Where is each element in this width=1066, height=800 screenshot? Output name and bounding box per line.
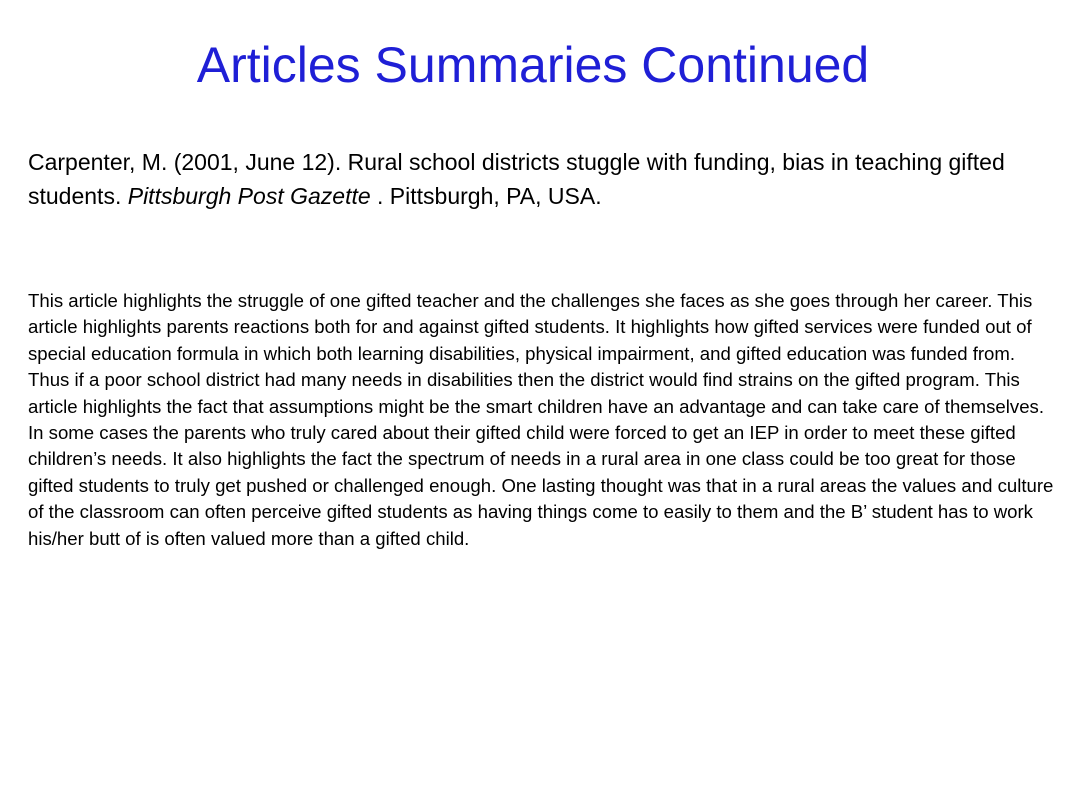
- citation-text: Carpenter, M. (2001, June 12). Rural school districts stuggle with funding, bias in teaching gifted students.: [28, 149, 1005, 209]
- publication-name: Pittsburgh Post Gazette: [127, 183, 371, 209]
- article-summary: This article highlights the struggle of one gifted teacher and the challenges she faces as she goes through her career. This article highlights parents reactions both for and against gifted students. It highlights how gifted services were funded out of special education formula in which both learning disabilities, physical impairment, and gifted education was funded from. Thus if a poor school district had many needs in disabilities then the district would find strains on the gifted program. This article highlights the fact that assumptions might be the smart children have an advantage and can take care of themselves. In some cases the parents who truly cared about their gifted child were forced to get an IEP in order to meet these gifted children’s needs. It also highlights the fact the spectrum of needs in a rural area in one class could be too great for those gifted students to truly get pushed or challenged enough. One lasting thought was that in a rural areas the values and culture of the classroom can often perceive gifted students as having things come to easily to them and the B’ student has to work his/her butt of is often valued more than a gifted child.: [28, 290, 1054, 549]
- slide-title: Articles Summaries Continued: [196, 37, 870, 93]
- citation-location: . Pittsburgh, PA, USA.: [370, 183, 602, 209]
- article-citation: [28, 145, 1048, 213]
